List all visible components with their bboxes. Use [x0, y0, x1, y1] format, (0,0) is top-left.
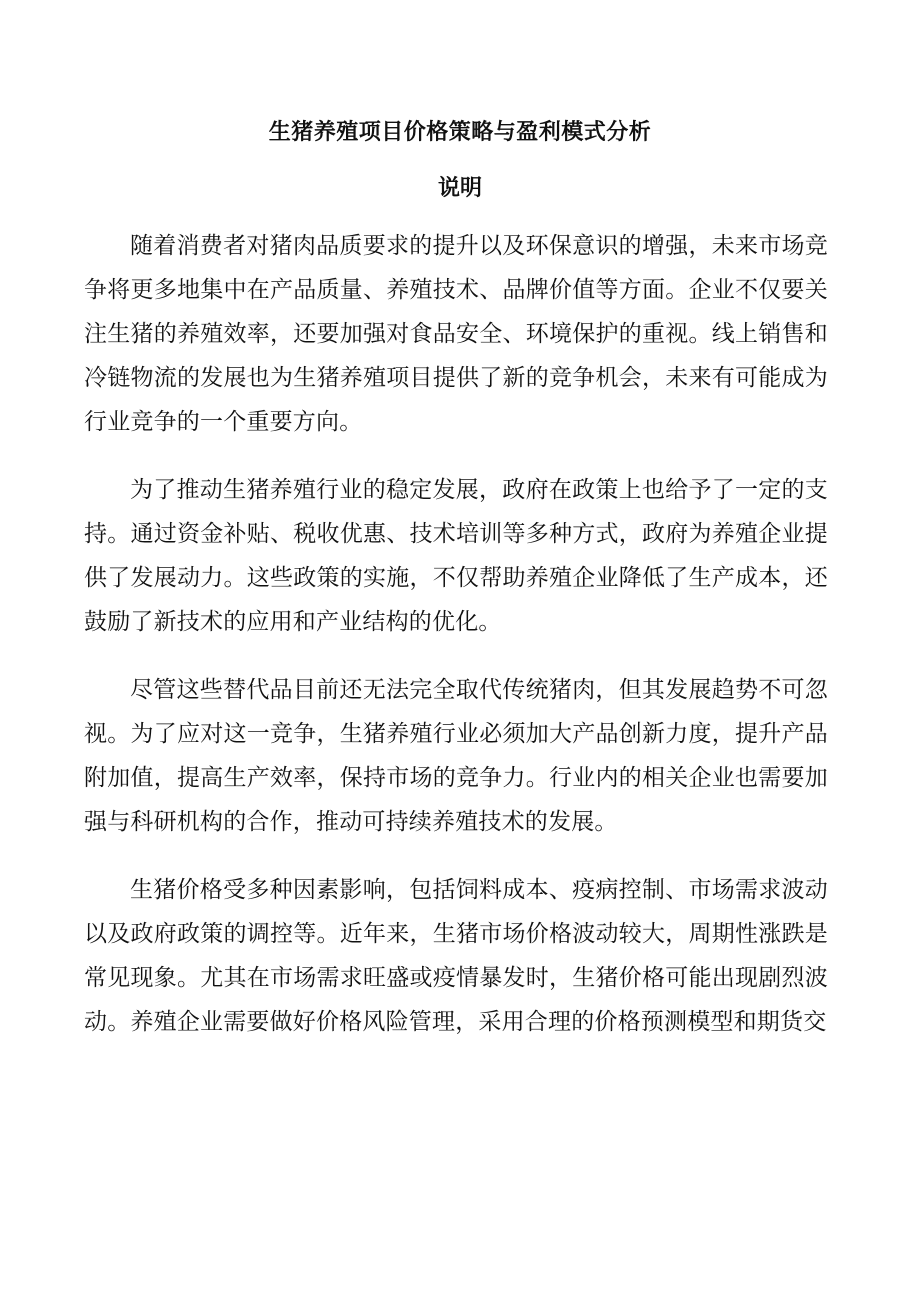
paragraph-4: 生猪价格受多种因素影响，包括饲料成本、疫病控制、市场需求波动以及政府政策的调控等。近年来，生猪市场价格波动较大，周期性涨跌是常见现象。尤其在市场需求旺盛或疫情暴发时，生猪价格可能出现剧烈波动。养殖企业需要做好价格风险管理，采用合理的价格预测模型和期货交 — [84, 877, 828, 1035]
document-title: 生猪养殖项目价格策略与盈利模式分析 — [268, 119, 652, 145]
paragraph-2: 为了推动生猪养殖行业的稳定发展，政府在政策上也给予了一定的支持。通过资金补贴、税收优惠、技术培训等多种方式，政府为养殖企业提供了发展动力。这些政策的实施，不仅帮助养殖企业降低了生产成本，还鼓励了新技术的应用和产业结构的优化。 — [84, 477, 828, 635]
section-heading: 说明 — [437, 175, 482, 201]
paragraph-3: 尽管这些替代品目前还无法完全取代传统猪肉，但其发展趋势不可忽视。为了应对这一竞争，生猪养殖行业必须加大产品创新力度，提升产品附加值，提高生产效率，保持市场的竞争力。行业内的相关企业也需要加强与科研机构的合作，推动可持续养殖技术的发展。 — [84, 677, 828, 835]
paragraph-1: 随着消费者对猪肉品质要求的提升以及环保意识的增强，未来市场竞争将更多地集中在产品质量、养殖技术、品牌价值等方面。企业不仅要关注生猪的养殖效率，还要加强对食品安全、环境保护的重视。线上销售和冷链物流的发展也为生猪养殖项目提供了新的竞争机会，未来有可能成为行业竞争的一个重要方向。 — [84, 233, 828, 435]
document-body — [84, 224, 828, 1068]
